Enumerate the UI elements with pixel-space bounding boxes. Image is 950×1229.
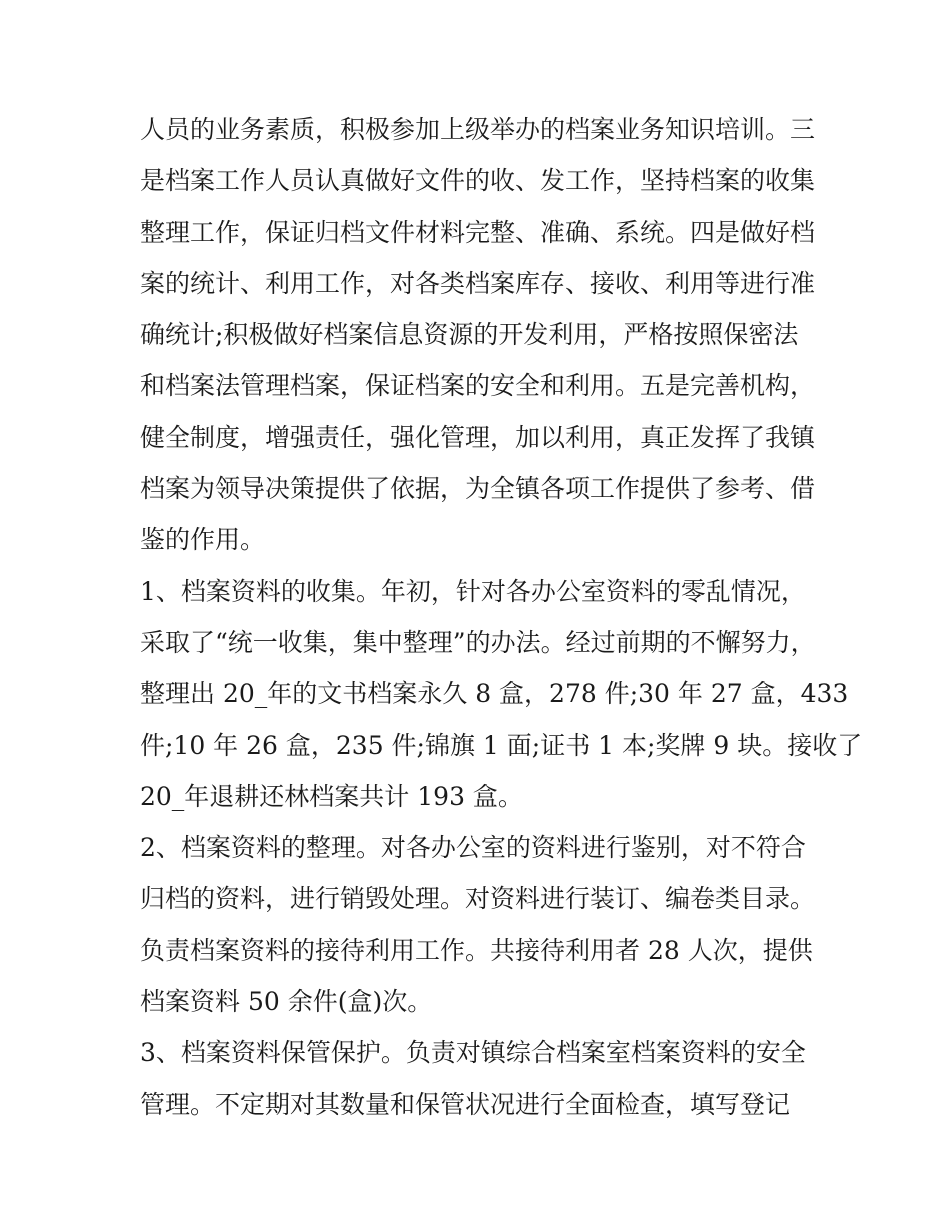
- text-line: 整理工作，保证归档文件材料完整、准确、系统。四是做好档: [140, 217, 816, 247]
- text-line: 和档案法管理档案，保证档案的安全和利用。五是完善机构，: [140, 371, 816, 401]
- text-line: 归档的资料，进行销毁处理。对资料进行装订、编卷类目录。: [140, 884, 816, 914]
- text-line: 负责档案资料的接待利用工作。共接待利用者 28 人次，提供: [140, 935, 813, 965]
- text-line: 鉴的作用。: [140, 525, 266, 555]
- text-line: 3、档案资料保管保护。负责对镇综合档案室档案资料的安全: [140, 1038, 806, 1068]
- text-line: 管理。不定期对其数量和保管状况进行全面检查，填写登记: [140, 1089, 791, 1119]
- text-line: 健全制度，增强责任，强化管理，加以利用，真正发挥了我镇: [140, 422, 816, 452]
- text-line: 1、档案资料的收集。年初，针对各办公室资料的零乱情况，: [140, 576, 806, 606]
- text-line: 件;10 年 26 盒，235 件;锦旗 1 面;证书 1 本;奖牌 9 块。接收了: [140, 730, 863, 760]
- text-line: 档案资料 50 余件(盒)次。: [140, 987, 433, 1017]
- text-line: 2、档案资料的整理。对各办公室的资料进行鉴别，对不符合: [140, 833, 806, 863]
- text-line: 档案为领导决策提供了依据，为全镇各项工作提供了参考、借: [140, 474, 816, 504]
- text-line: 是档案工作人员认真做好文件的收、发工作，坚持档案的收集: [140, 166, 816, 196]
- text-line: 20_年退耕还林档案共计 193 盒。: [140, 781, 523, 811]
- text-line: 整理出 20_年的文书档案永久 8 盒，278 件;30 年 27 盒，433: [140, 679, 849, 709]
- text-line: 采取了“统一收集，集中整理”的办法。经过前期的不懈努力，: [140, 627, 816, 657]
- text-line: 人员的业务素质，积极参加上级举办的档案业务知识培训。三: [140, 115, 816, 144]
- text-line: 案的统计、利用工作，对各类档案库存、接收、利用等进行准: [140, 268, 816, 298]
- document-body: [140, 104, 863, 1130]
- text-line: 确统计;积极做好档案信息资源的开发利用，严格按照保密法: [140, 320, 799, 350]
